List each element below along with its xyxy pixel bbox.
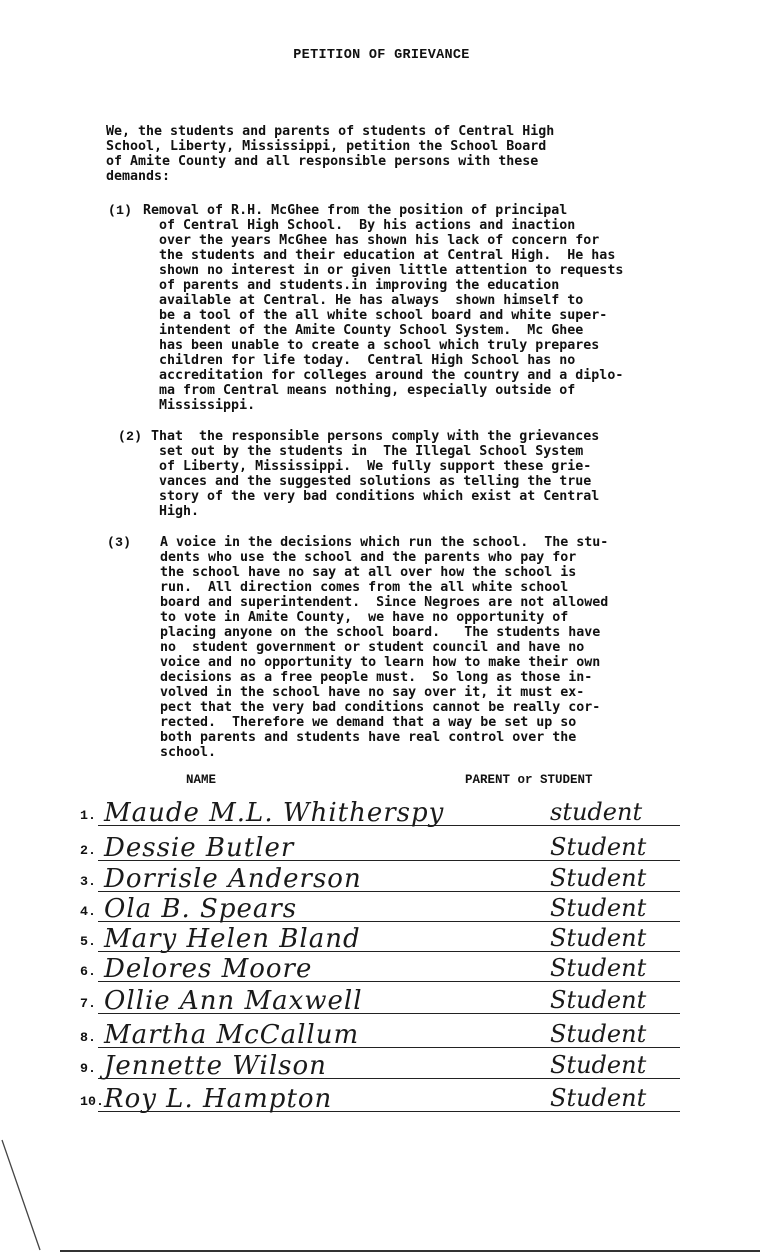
signature-row-7 (80, 988, 680, 1018)
signature-number: 5. (80, 934, 96, 949)
signature-name: Roy L. Hampton (104, 1084, 333, 1114)
signature-row-4 (80, 896, 680, 926)
signature-name: Martha McCallum (104, 1020, 360, 1050)
signature-role: Student (550, 954, 647, 982)
signature-role: Student (550, 894, 647, 922)
role-column-header: PARENT or STUDENT (465, 773, 593, 787)
item-3-text: A voice in the decisions which run the school. The stu- dents who use the school and the parents who pay for the school have no say at all over how the school is run. All direction comes from the all white school board and superintendent. Since Negroes are not allowed to vote in Amite County, we have no opportunity of placing anyone on the school board. The students have no student government or student council and have no voice and no opportunity to learn how to make their own decisions as a free people must. So long as those in- volved in the school have no say over it, it must ex- pect that the very bad conditions cannot be really cor- rected. Therefore we demand that a way be set up so both parents and students have real control over the school. (160, 535, 609, 760)
signature-row-3 (80, 866, 680, 896)
signature-role: student (550, 798, 643, 826)
signature-row-8 (80, 1022, 680, 1052)
signature-name: Ola B. Spears (104, 894, 298, 924)
signature-number: 4. (80, 904, 96, 919)
signature-number: 10. (80, 1094, 104, 1109)
signature-number: 9. (80, 1061, 96, 1076)
item-1-text: Removal of R.H. McGhee from the position of principal of Central High School. By his actions and inaction over the years McGhee has shown his lack of concern for the students and their education at Central High. He has shown no interest in or given little attention to requests of parents and students.in improving the education available at Central. He has always shown himself to be a tool of the all white school board and white super- intendent of the Amite County School System. Mc Ghee has been unable to create a school which truly prepares children for life today. Central High School has no accreditation for colleges around the country and a diplo- ma from Central means nothing, especially outside of Mississippi. (143, 203, 624, 413)
signature-role: Student (550, 1084, 647, 1112)
signature-number: 2. (80, 843, 96, 858)
item-2-text: That the responsible persons comply with the grievances set out by the students in The Illegal School System of Liberty, Mississippi. We fully support these grie- vances and the suggested solutions as telling the true story of the very bad conditions which exist at Central High. (151, 429, 600, 519)
signature-role: Student (550, 1020, 647, 1048)
item-3-number: (3) (107, 535, 131, 550)
signature-number: 1. (80, 808, 96, 823)
signature-role: Student (550, 924, 647, 952)
signature-name: Dessie Butler (104, 833, 295, 863)
document-title: PETITION OF GRIEVANCE (293, 48, 470, 63)
signature-row-6 (80, 956, 680, 986)
signature-number: 8. (80, 1030, 96, 1045)
signature-name: Dorrisle Anderson (104, 864, 362, 894)
signature-name: Ollie Ann Maxwell (104, 986, 363, 1016)
signature-row-1 (80, 800, 680, 830)
signature-name: Delores Moore (104, 954, 313, 984)
signature-role: Student (550, 833, 647, 861)
signature-number: 6. (80, 964, 96, 979)
signature-row-5 (80, 926, 680, 956)
signature-row-10 (80, 1086, 680, 1116)
intro-paragraph: We, the students and parents of students of Central High School, Liberty, Mississippi, petition the School Board of Amite County and all responsible persons with these demands: (106, 124, 555, 184)
signature-row-9 (80, 1053, 680, 1083)
item-2-number: (2) (118, 429, 142, 444)
signature-name: Maude M.L. Whitherspy (104, 798, 445, 828)
scan-edge-mark (0, 1130, 60, 1260)
bottom-edge-line (60, 1250, 760, 1252)
signature-name: Jennette Wilson (104, 1051, 327, 1081)
name-column-header: NAME (186, 773, 217, 787)
signature-name: Mary Helen Bland (104, 924, 361, 954)
item-1-number: (1) (108, 203, 132, 218)
signature-row-2 (80, 835, 680, 865)
signature-number: 3. (80, 874, 96, 889)
signature-role: Student (550, 1051, 647, 1079)
signature-role: Student (550, 986, 647, 1014)
signature-role: Student (550, 864, 647, 892)
signature-number: 7. (80, 996, 96, 1011)
